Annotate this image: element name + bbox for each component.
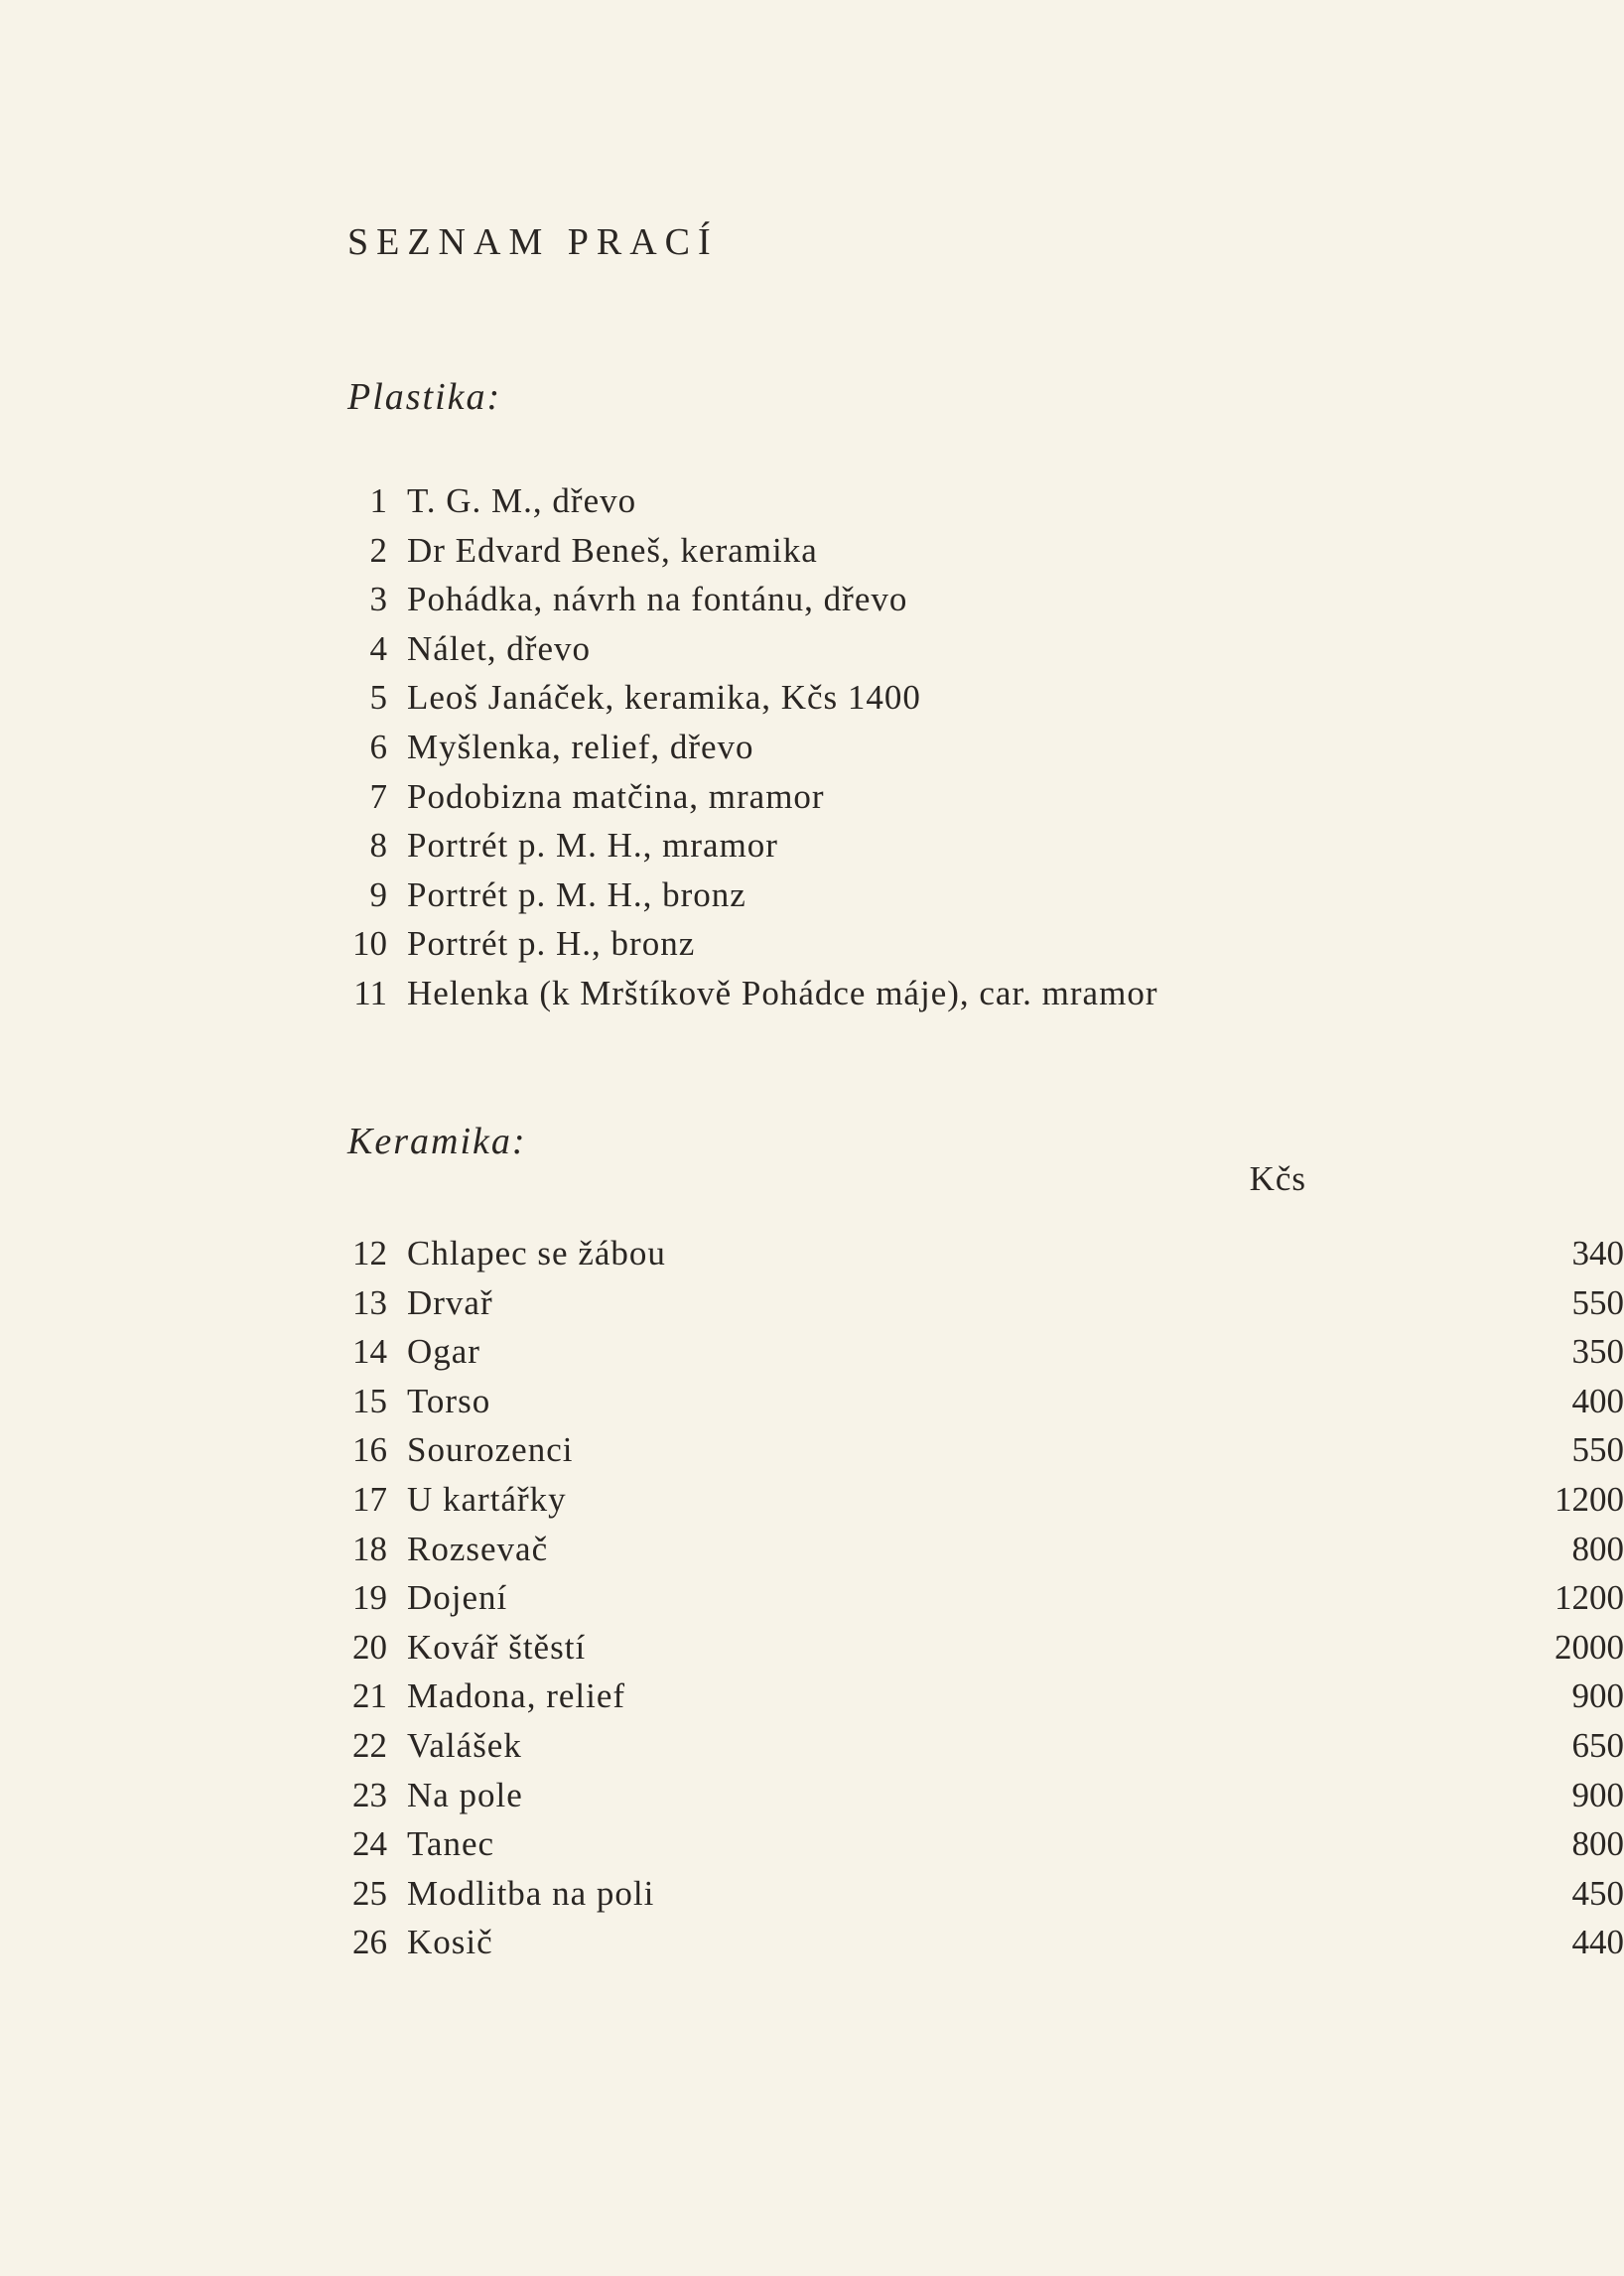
- keramika-list: [318, 1229, 1624, 1967]
- item-text: Valášek: [407, 1725, 522, 1765]
- item-text: T. G. M., dřevo: [407, 481, 637, 520]
- list-item: [318, 1918, 1624, 1967]
- list-item: [318, 870, 1157, 920]
- item-number: 2: [369, 530, 387, 570]
- item-text: Helenka (k Mrštíkově Pohádce máje), car. mramor: [407, 973, 1158, 1012]
- item-text: Dr Edvard Beneš, keramika: [407, 530, 818, 570]
- item-number: 6: [369, 727, 387, 766]
- list-item: [318, 526, 1157, 576]
- item-price: 2000: [1555, 1627, 1624, 1667]
- item-number: 7: [369, 776, 387, 816]
- item-text: Podobizna matčina, mramor: [407, 776, 825, 816]
- list-item: [318, 1525, 1624, 1574]
- list-item: [318, 919, 1157, 969]
- item-text: Portrét p. M. H., bronz: [407, 874, 746, 914]
- item-text: Leoš Janáček, keramika, Kčs 1400: [407, 678, 921, 718]
- item-text: Modlitba na poli: [407, 1873, 655, 1913]
- list-item: [318, 673, 1157, 723]
- item-number: 26: [352, 1923, 387, 1962]
- item-price: 550: [1571, 1430, 1624, 1470]
- list-item: [318, 1573, 1624, 1623]
- item-number: 24: [352, 1824, 387, 1864]
- item-number: 13: [352, 1282, 387, 1322]
- list-item: [318, 821, 1157, 870]
- item-text: Nálet, dřevo: [407, 628, 591, 668]
- item-price: 340: [1571, 1234, 1624, 1272]
- section-title-keramika: Keramika:: [347, 1121, 527, 1162]
- list-item: [318, 1623, 1624, 1673]
- item-number: 25: [352, 1873, 387, 1913]
- item-text: Kovář štěstí: [407, 1627, 587, 1667]
- list-item: [318, 1278, 1624, 1328]
- item-number: 12: [352, 1234, 387, 1272]
- item-number: 10: [352, 924, 387, 964]
- list-item: [318, 624, 1157, 674]
- list-item: [318, 1721, 1624, 1771]
- item-text: Kosič: [407, 1923, 493, 1962]
- item-text: Chlapec se žábou: [407, 1234, 666, 1272]
- item-text: Tanec: [407, 1824, 495, 1864]
- item-text: Madona, relief: [407, 1676, 626, 1716]
- item-price: 440: [1571, 1923, 1624, 1962]
- list-item: [318, 476, 1157, 526]
- item-text: Na pole: [407, 1775, 523, 1814]
- list-item: [318, 1672, 1624, 1721]
- item-number: 18: [352, 1529, 387, 1568]
- item-number: 17: [352, 1479, 387, 1519]
- list-item: [318, 1229, 1624, 1278]
- item-text: Sourozenci: [407, 1430, 574, 1470]
- list-item: [318, 575, 1157, 624]
- item-text: Torso: [407, 1381, 491, 1420]
- item-number: 11: [353, 973, 387, 1012]
- item-price: 800: [1571, 1824, 1624, 1864]
- section-title-plastika: Plastika:: [347, 376, 502, 418]
- item-number: 20: [352, 1627, 387, 1667]
- item-price: 900: [1571, 1775, 1624, 1814]
- item-price: 450: [1571, 1873, 1624, 1913]
- item-number: 9: [369, 874, 387, 914]
- item-number: 21: [352, 1676, 387, 1716]
- list-item: [318, 1377, 1624, 1426]
- item-text: Portrét p. H., bronz: [407, 924, 696, 964]
- item-price: 900: [1571, 1676, 1624, 1716]
- item-text: Dojení: [407, 1578, 508, 1618]
- item-number: 16: [352, 1430, 387, 1470]
- item-number: 15: [352, 1381, 387, 1420]
- item-number: 22: [352, 1725, 387, 1765]
- item-text: Portrét p. M. H., mramor: [407, 826, 778, 866]
- item-number: 3: [369, 580, 387, 619]
- item-text: Ogar: [407, 1332, 480, 1372]
- list-item: [318, 723, 1157, 772]
- plastika-list: [318, 476, 1157, 1018]
- item-text: U kartářky: [407, 1479, 567, 1519]
- item-price: 800: [1571, 1529, 1624, 1568]
- item-number: 1: [369, 481, 387, 520]
- list-item: [318, 772, 1157, 822]
- list-item: [318, 1819, 1624, 1869]
- item-text: Drvař: [407, 1282, 493, 1322]
- item-text: Rozsevač: [407, 1529, 549, 1568]
- page-title: SEZNAM PRACÍ: [347, 221, 719, 263]
- list-item: [318, 1475, 1624, 1525]
- list-item: [318, 969, 1157, 1018]
- price-column-header: Kčs: [1249, 1159, 1306, 1198]
- item-text: Myšlenka, relief, dřevo: [407, 727, 754, 766]
- list-item: [318, 1869, 1624, 1919]
- item-number: 14: [352, 1332, 387, 1372]
- list-item: [318, 1771, 1624, 1820]
- list-item: [318, 1327, 1624, 1377]
- list-item: [318, 1425, 1624, 1475]
- item-text: Pohádka, návrh na fontánu, dřevo: [407, 580, 908, 619]
- item-price: 400: [1571, 1381, 1624, 1420]
- item-number: 5: [369, 678, 387, 718]
- item-price: 350: [1571, 1332, 1624, 1372]
- item-price: 650: [1571, 1725, 1624, 1765]
- item-price: 1200: [1555, 1479, 1624, 1519]
- item-number: 4: [369, 628, 387, 668]
- item-price: 550: [1571, 1282, 1624, 1322]
- item-number: 8: [369, 826, 387, 866]
- item-number: 23: [352, 1775, 387, 1814]
- item-number: 19: [352, 1578, 387, 1618]
- item-price: 1200: [1555, 1578, 1624, 1618]
